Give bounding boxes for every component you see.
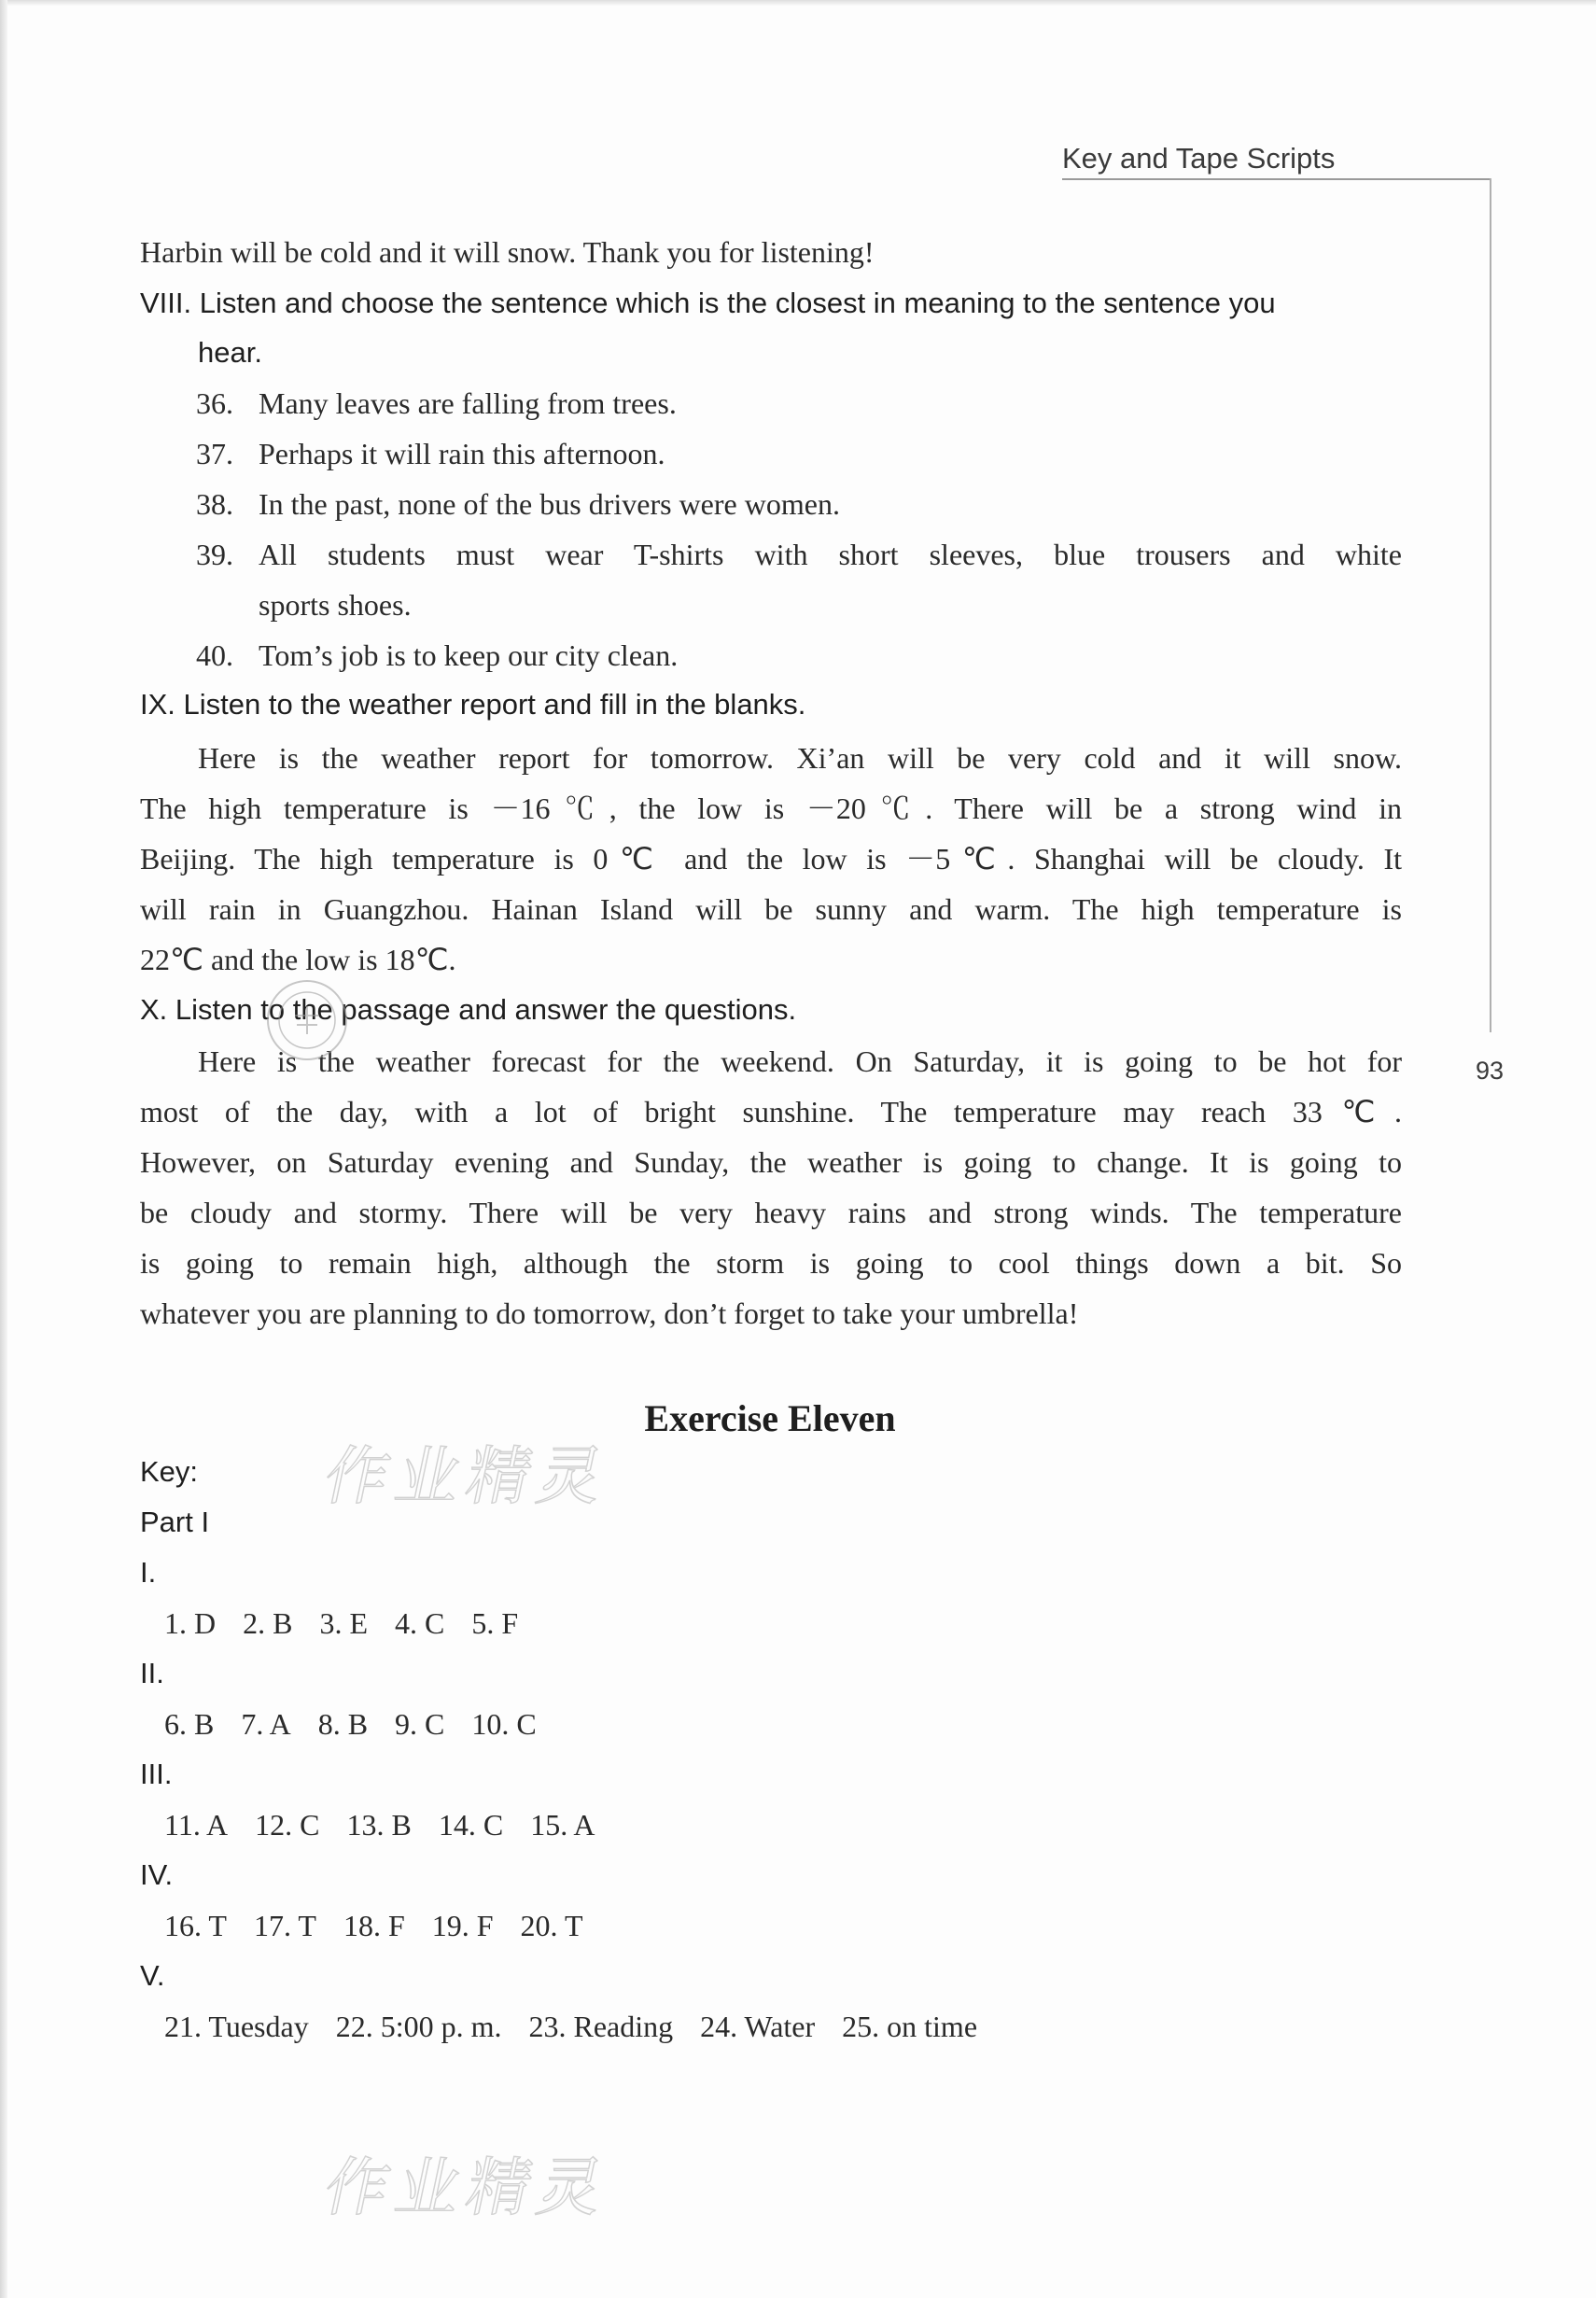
header-rule bbox=[1062, 178, 1490, 180]
answer-item: 23. Reading bbox=[528, 2010, 674, 2043]
item-text: Many leaves are falling from trees. bbox=[259, 386, 677, 420]
answer-item: 1. D bbox=[164, 1606, 217, 1640]
answer-item: 7. A bbox=[241, 1707, 291, 1741]
list-item bbox=[196, 435, 665, 472]
answer-section-label: V. bbox=[140, 1959, 165, 1992]
item-number: 40. bbox=[196, 638, 233, 672]
answer-item: 11. A bbox=[164, 1808, 229, 1842]
list-item bbox=[196, 485, 840, 523]
paragraph-line: 22℃ and the low is 18℃. bbox=[140, 943, 456, 976]
list-item bbox=[196, 385, 677, 422]
answer-item: 18. F bbox=[343, 1909, 405, 1942]
answer-item: 8. B bbox=[317, 1707, 369, 1741]
answer-item: 20. T bbox=[520, 1909, 583, 1942]
paragraph-line: Beijing. The high temperature is 0℃ and the low is －5℃. Shanghai will be cloudy. It bbox=[140, 842, 1402, 876]
answer-item: 17. T bbox=[253, 1909, 316, 1942]
answer-item: 15. A bbox=[530, 1808, 595, 1842]
answer-item: 12. C bbox=[255, 1808, 320, 1842]
answer-item: 9. C bbox=[395, 1707, 445, 1741]
answer-row bbox=[164, 1604, 545, 1642]
scan-shadow-top bbox=[0, 0, 1596, 6]
running-header: Key and Tape Scripts bbox=[1062, 142, 1336, 175]
answer-item: 25. on time bbox=[842, 2010, 978, 2043]
paragraph-line: whatever you are planning to do tomorrow, don’t forget to take your umbrella! bbox=[140, 1296, 1079, 1330]
answer-section-label: IV. bbox=[140, 1858, 174, 1891]
item-number: 39. bbox=[196, 538, 233, 571]
paragraph-line: The high temperature is －16℃, the low is －20℃. There will be a strong wind in bbox=[140, 792, 1402, 825]
answer-item: 10. C bbox=[471, 1707, 537, 1741]
answer-item: 3. E bbox=[319, 1606, 368, 1640]
text-line: Harbin will be cold and it will snow. Thank you for listening! bbox=[140, 235, 875, 269]
answer-item: 21. Tuesday bbox=[164, 2010, 309, 2043]
section-heading-x: X. Listen to the passage and answer the questions. bbox=[140, 993, 797, 1026]
item-text: Tom’s job is to keep our city clean. bbox=[259, 638, 679, 672]
watermark-logo: 作业精灵 bbox=[317, 1440, 618, 1514]
answer-item: 2. B bbox=[243, 1606, 293, 1640]
answer-section-label: III. bbox=[140, 1758, 173, 1790]
paragraph-line: However, on Saturday evening and Sunday, the weather is going to change. It is going to bbox=[140, 1145, 1402, 1179]
watermark-logo: 作业精灵 bbox=[317, 2151, 618, 2225]
paragraph-line: will rain in Guangzhou. Hainan Island will be sunny and warm. The high temperature is bbox=[140, 892, 1402, 926]
answer-item: 19. F bbox=[431, 1909, 494, 1942]
exercise-title: Exercise Eleven bbox=[644, 1397, 896, 1439]
answer-item: 16. T bbox=[164, 1909, 227, 1942]
paragraph-line: most of the day, with a lot of bright sunshine. The temperature may reach 33℃. bbox=[140, 1095, 1402, 1128]
answer-item: 22. 5:00 p. m. bbox=[335, 2010, 502, 2043]
answer-row bbox=[164, 1806, 623, 1843]
item-text: All students must wear T-shirts with short sleeves, blue trousers and white bbox=[259, 538, 1402, 571]
answer-row bbox=[164, 2008, 1004, 2045]
list-item bbox=[196, 586, 412, 624]
key-label: Key: bbox=[140, 1455, 199, 1488]
part-label: Part I bbox=[140, 1506, 210, 1538]
answer-item: 13. B bbox=[346, 1808, 412, 1842]
item-text: Perhaps it will rain this afternoon. bbox=[259, 437, 665, 470]
item-number: 38. bbox=[196, 487, 233, 521]
paragraph-line: be cloudy and stormy. There will be very heavy rains and strong winds. The temperature bbox=[140, 1196, 1402, 1229]
page-number: 93 bbox=[1476, 1057, 1505, 1085]
paragraph-line: Here is the weather report for tomorrow. Xi’an will be very cold and it will snow. bbox=[198, 741, 1402, 775]
item-text: sports shoes. bbox=[259, 588, 412, 622]
paragraph-line: Here is the weather forecast for the weekend. On Saturday, it is going to be hot for bbox=[198, 1044, 1402, 1078]
answer-item: 6. B bbox=[164, 1707, 215, 1741]
list-item bbox=[196, 637, 678, 674]
answer-row bbox=[164, 1705, 564, 1743]
list-item bbox=[196, 536, 1402, 573]
item-number: 36. bbox=[196, 386, 233, 420]
answer-item: 14. C bbox=[438, 1808, 504, 1842]
answer-item: 4. C bbox=[395, 1606, 445, 1640]
item-number: 37. bbox=[196, 437, 233, 470]
section-heading-ix: IX. Listen to the weather report and fill in the blanks. bbox=[140, 688, 806, 721]
stamp-seal-icon bbox=[267, 980, 347, 1060]
answer-section-label: II. bbox=[140, 1657, 164, 1689]
scan-shadow-left bbox=[0, 0, 7, 2298]
section-heading-viii-cont: hear. bbox=[198, 336, 262, 369]
answer-item: 24. Water bbox=[700, 2010, 816, 2043]
margin-rule bbox=[1490, 178, 1491, 1032]
answer-row bbox=[164, 1907, 610, 1944]
section-heading-viii: VIII. Listen and choose the sentence which is the closest in meaning to the sentence you bbox=[140, 287, 1276, 319]
item-text: In the past, none of the bus drivers were women. bbox=[259, 487, 840, 521]
answer-section-label: I. bbox=[140, 1556, 157, 1589]
paragraph-line: is going to remain high, although the storm is going to cool things down a bit. So bbox=[140, 1246, 1402, 1280]
answer-item: 5. F bbox=[471, 1606, 519, 1640]
